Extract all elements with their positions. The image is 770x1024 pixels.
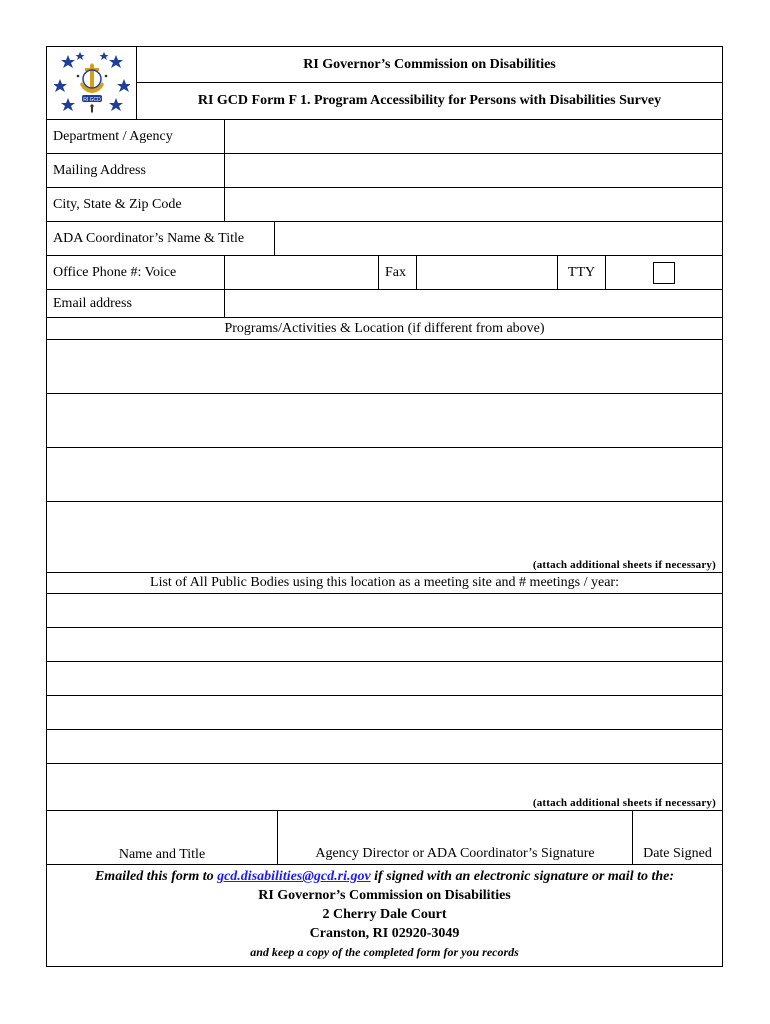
- name-title-field[interactable]: [47, 811, 277, 846]
- public-body-row[interactable]: [47, 594, 722, 628]
- survey-form: [46, 46, 723, 967]
- public-body-row[interactable]: [47, 628, 722, 662]
- mailing-label: Mailing Address: [47, 154, 225, 187]
- mailing-row: [47, 154, 722, 188]
- phone-label: Office Phone #: Voice: [47, 256, 225, 289]
- gcd-email-link[interactable]: gcd.disabilities@gcd.ri.gov: [217, 869, 371, 884]
- footer-org: RI Governor’s Commission on Disabilities: [258, 888, 511, 903]
- program-entry-row[interactable]: [47, 394, 722, 448]
- programs-heading-row: [47, 318, 722, 340]
- email-instruction-post: if signed with an electronic signature or mail to the:: [370, 869, 675, 884]
- public-body-row[interactable]: [47, 662, 722, 696]
- logo-text: RI GCD: [82, 97, 101, 103]
- director-sig-label: Agency Director or ADA Coordinator’s Signature: [315, 846, 595, 861]
- tty-label: TTY: [558, 256, 606, 289]
- program-entry-row[interactable]: [47, 340, 722, 394]
- email-instruction: [51, 867, 718, 886]
- email-row: [47, 290, 722, 318]
- mailing-instructions: [47, 865, 722, 966]
- public-body-row[interactable]: [47, 696, 722, 730]
- city-row: [47, 188, 722, 222]
- city-label: City, State & Zip Code: [47, 188, 225, 221]
- org-title: RI Governor’s Commission on Disabilities: [137, 47, 722, 83]
- program-entry-row[interactable]: [47, 502, 722, 573]
- director-sig-field[interactable]: [278, 811, 632, 846]
- rhode-island-seal-logo: [54, 51, 130, 115]
- department-row: [47, 120, 722, 154]
- footer-city: Cranston, RI 02920-3049: [309, 926, 460, 941]
- mailing-field[interactable]: [225, 154, 722, 187]
- header-titles: [137, 47, 722, 119]
- date-cell: [633, 811, 722, 864]
- public-bodies-heading: List of All Public Bodies using this location as a meeting site and # meetings / year:: [150, 575, 619, 590]
- form-header: [47, 47, 722, 120]
- programs-heading: Programs/Activities & Location (if different from above): [224, 320, 545, 336]
- name-title-cell: [47, 811, 278, 864]
- date-label: Date Signed: [643, 846, 712, 861]
- public-bodies-attach-note: (attach additional sheets if necessary): [532, 797, 716, 809]
- signature-row: [47, 811, 722, 865]
- tty-cell: [606, 256, 722, 289]
- date-field[interactable]: [633, 811, 722, 846]
- ada-row: [47, 222, 722, 256]
- footer-keep-copy: and keep a copy of the completed form for you records: [250, 945, 519, 959]
- fax-field[interactable]: [417, 256, 558, 289]
- email-instruction-pre: Emailed this form to: [94, 869, 218, 884]
- ada-label: ADA Coordinator’s Name & Title: [47, 222, 275, 255]
- programs-attach-note: (attach additional sheets if necessary): [532, 559, 716, 571]
- fax-label: Fax: [379, 256, 417, 289]
- public-bodies-heading-row: [47, 573, 722, 594]
- director-sig-cell: [278, 811, 633, 864]
- name-title-label: Name and Title: [118, 847, 206, 862]
- form-title: RI GCD Form F 1. Program Accessibility for Persons with Disabilities Survey: [197, 93, 662, 108]
- department-label: Department / Agency: [47, 120, 225, 153]
- email-label: Email address: [47, 290, 225, 317]
- ada-field[interactable]: [275, 222, 722, 255]
- public-body-row[interactable]: [47, 764, 722, 811]
- email-field[interactable]: [225, 290, 722, 317]
- tty-checkbox[interactable]: [653, 262, 675, 284]
- phone-row: [47, 256, 722, 290]
- phone-field[interactable]: [225, 256, 379, 289]
- footer-street: 2 Cherry Dale Court: [322, 907, 447, 922]
- program-entry-row[interactable]: [47, 448, 722, 502]
- public-body-row[interactable]: [47, 730, 722, 764]
- department-field[interactable]: [225, 120, 722, 153]
- logo-cell: [47, 47, 137, 119]
- city-field[interactable]: [225, 188, 722, 221]
